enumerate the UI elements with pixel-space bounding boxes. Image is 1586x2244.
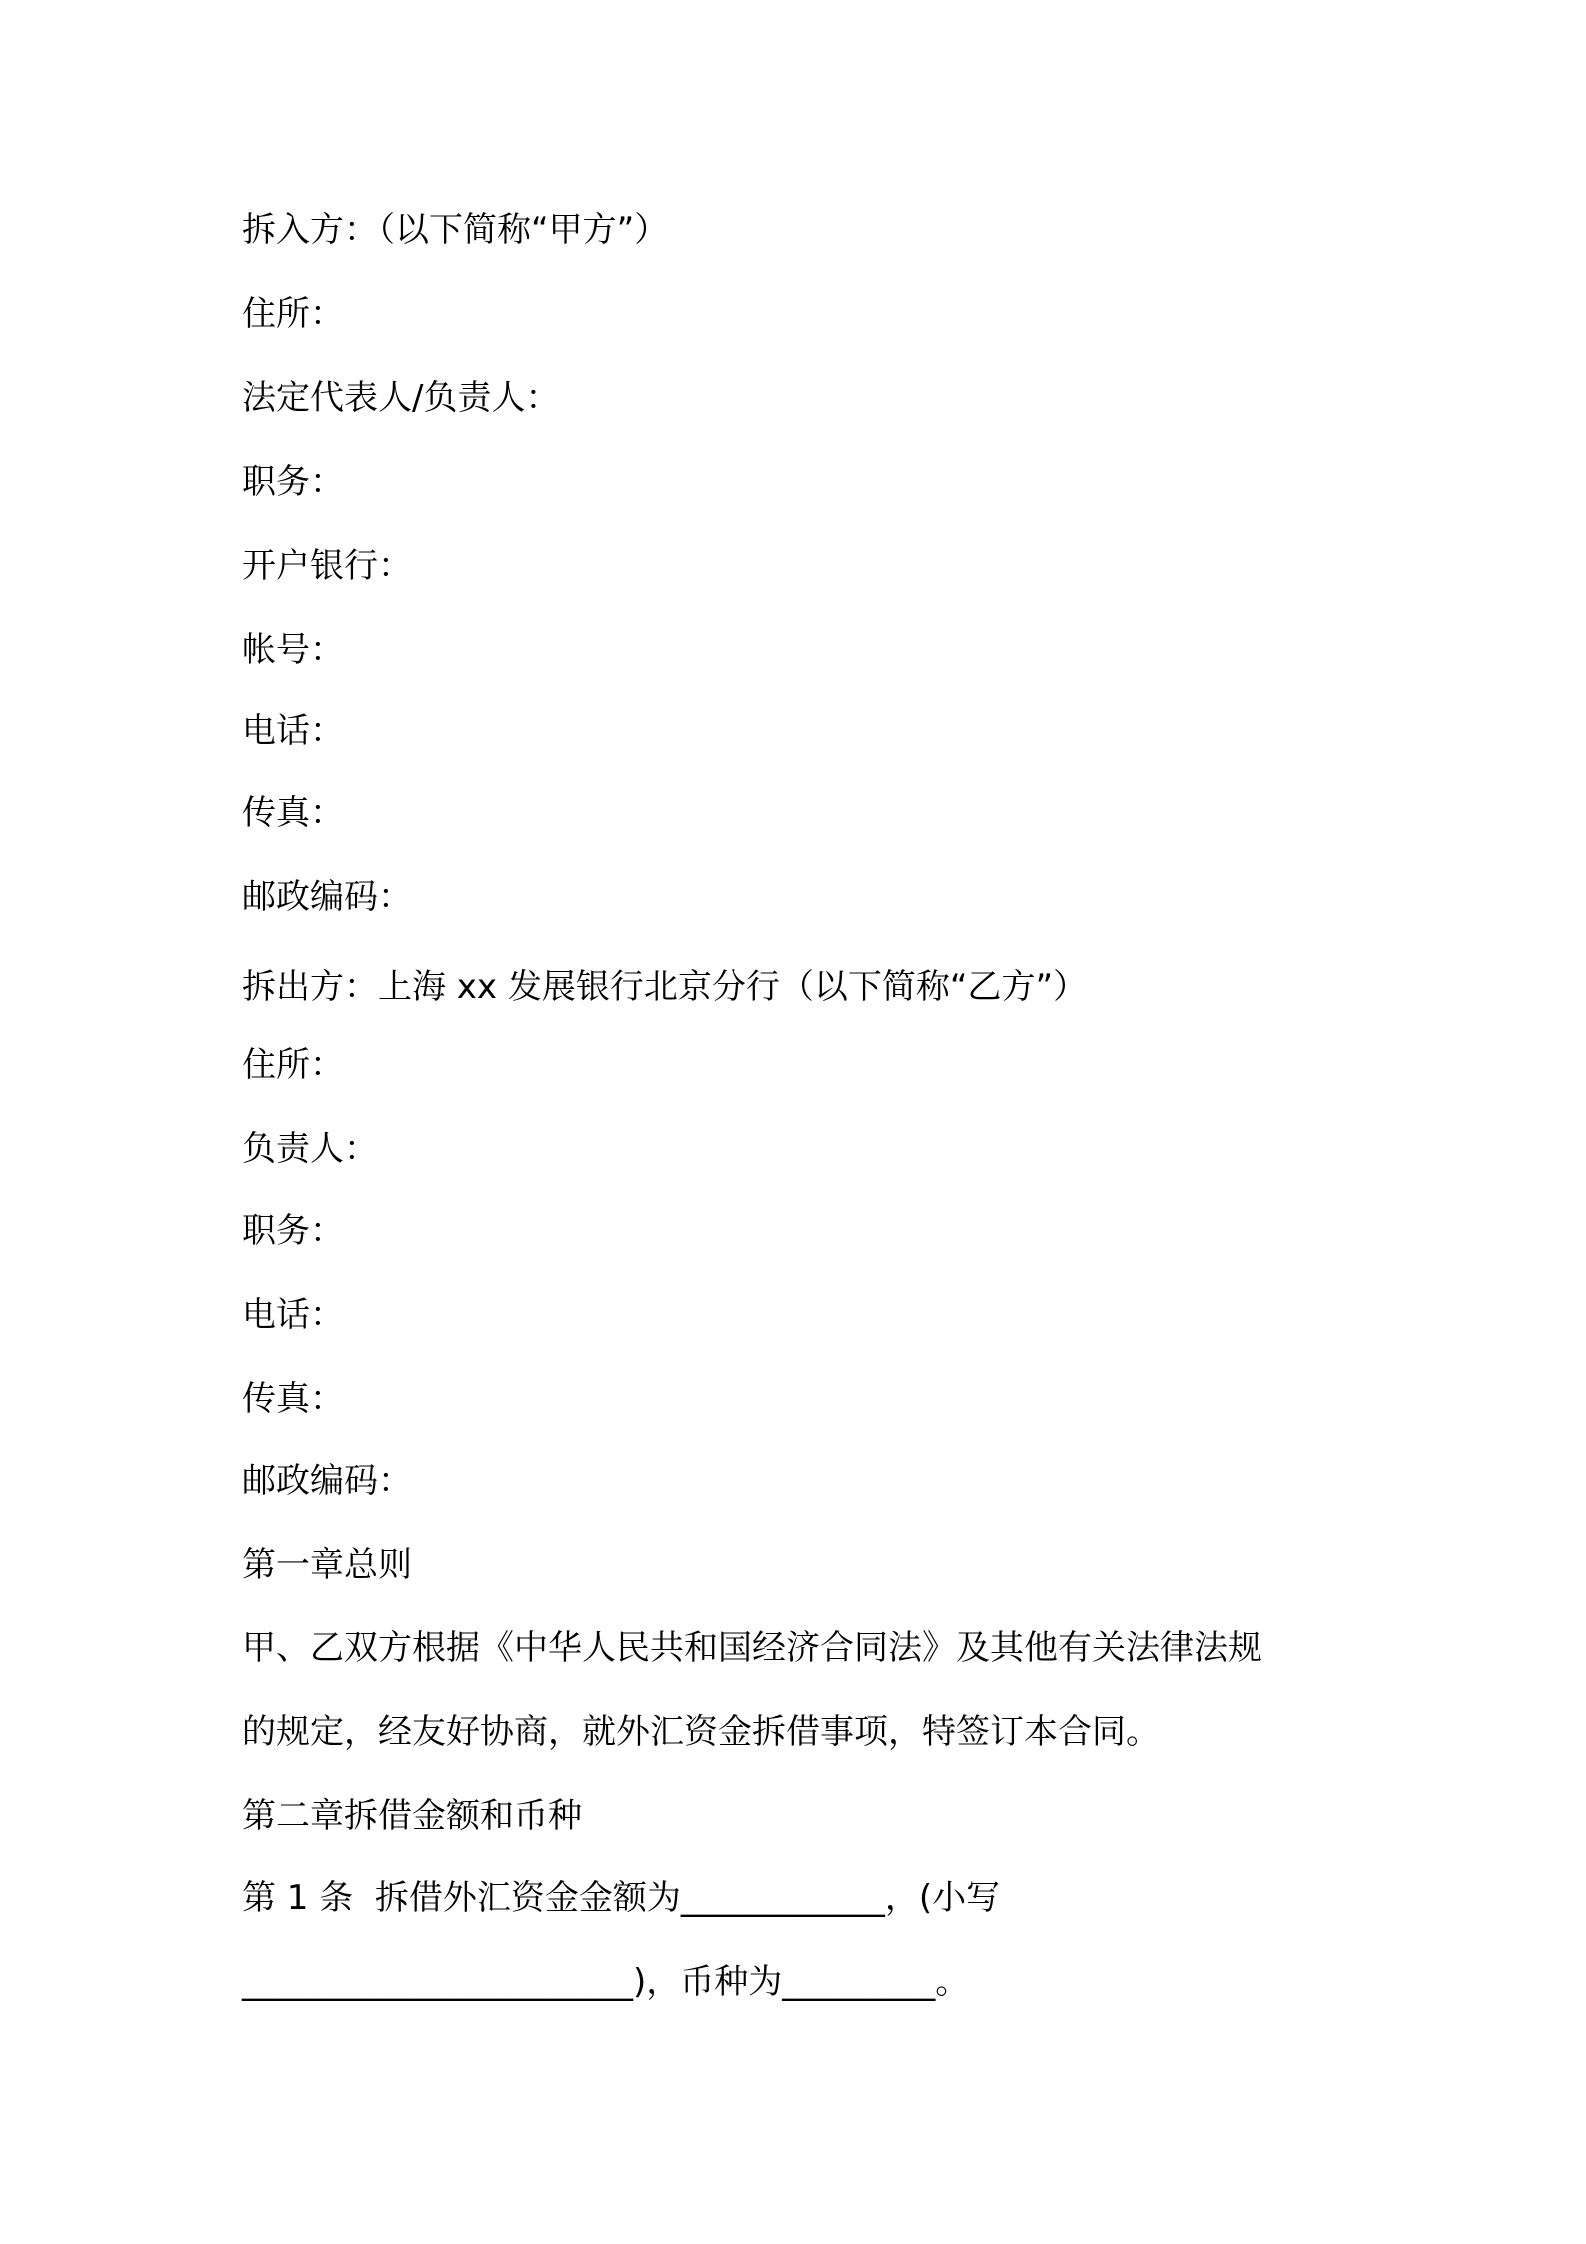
article1-line1: 第 1 条 拆借外汇资金金额为____________，(小写	[242, 1878, 1001, 1918]
party-b-fax: 传真：	[242, 1379, 344, 1419]
party-a-account: 帐号：	[242, 630, 344, 670]
chapter2-heading: 第二章拆借金额和币种	[242, 1796, 582, 1836]
party-b-postcode: 邮政编码：	[242, 1461, 412, 1501]
party-b-phone: 电话：	[242, 1295, 344, 1335]
party-a-phone: 电话：	[242, 711, 344, 751]
party-a-position: 职务：	[242, 462, 344, 502]
party-b-manager: 负责人：	[242, 1129, 378, 1169]
party-a-title: 拆入方：（以下简称“甲方”）	[242, 210, 669, 250]
chapter1-heading: 第一章总则	[242, 1545, 412, 1585]
chapter1-paragraph-line1: 甲、乙双方根据《中华人民共和国经济合同法》及其他有关法律法规	[242, 1628, 1262, 1668]
party-b-address: 住所：	[242, 1045, 344, 1085]
party-a-fax: 传真：	[242, 793, 344, 833]
party-b-title: 拆出方：上海 xx 发展银行北京分行（以下简称“乙方”）	[242, 967, 1088, 1007]
article1-line2: _______________________)，币种为_________。	[242, 1962, 970, 2002]
party-a-legal-rep: 法定代表人/负责人：	[242, 378, 560, 418]
party-a-bank: 开户银行：	[242, 546, 412, 586]
party-b-position: 职务：	[242, 1211, 344, 1251]
chapter1-paragraph-line2: 的规定，经友好协商，就外汇资金拆借事项，特签订本合同。	[242, 1712, 1160, 1752]
party-a-postcode: 邮政编码：	[242, 877, 412, 917]
party-a-address: 住所：	[242, 294, 344, 334]
